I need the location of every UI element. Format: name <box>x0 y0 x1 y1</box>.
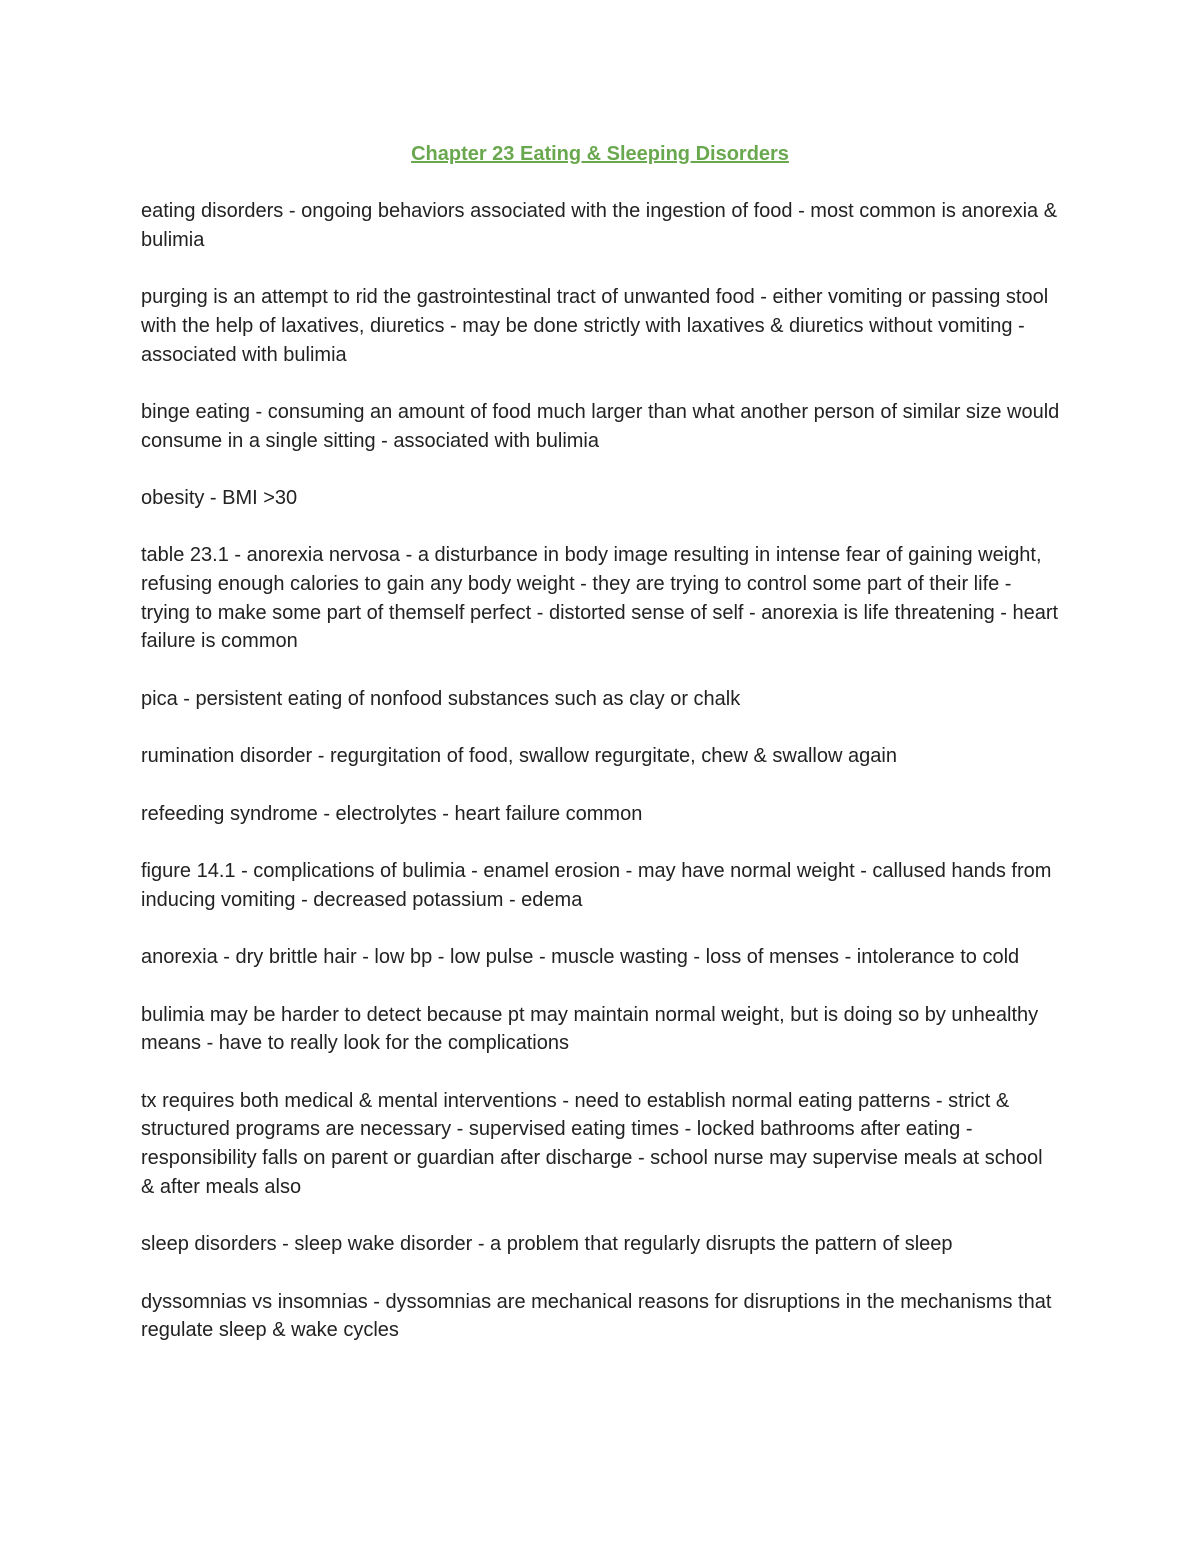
paragraph-dyssomnias: dyssomnias vs insomnias - dyssomnias are mechanical reasons for disruptions in the mechanisms that regulate sleep & wake cycles <box>141 1290 1052 1342</box>
page-title: Chapter 23 Eating & Sleeping Disorders <box>411 143 789 165</box>
paragraph-purging: purging is an attempt to rid the gastrointestinal tract of unwanted food - either vomiting or passing stool with the help of laxatives, diuretics - may be done strictly with laxatives & diuretics without vomiting - associated with bulimia <box>141 286 1049 366</box>
paragraph-rumination: rumination disorder - regurgitation of food, swallow regurgitate, chew & swallow again <box>141 745 897 768</box>
paragraph-refeeding: refeeding syndrome - electrolytes - heart failure common <box>141 802 643 825</box>
paragraph-bulimia-complications: figure 14.1 - complications of bulimia - enamel erosion - may have normal weight - callused hands from inducing vomiting - decreased potassium - edema <box>141 860 1052 911</box>
paragraph-treatment: tx requires both medical & mental interventions - need to establish normal eating patterns - strict & structured programs are necessary - supervised eating times - locked bathrooms after eating - responsibility falls on parent or guardian after discharge - school nurse may supervise meals at school & after meals also <box>141 1089 1043 1198</box>
paragraph-pica: pica - persistent eating of nonfood substances such as clay or chalk <box>141 687 741 710</box>
paragraph-eating-disorders: eating disorders - ongoing behaviors associated with the ingestion of food - most common is anorexia & bulimia <box>141 200 1058 251</box>
paragraph-obesity: obesity - BMI >30 <box>141 486 298 509</box>
paragraph-sleep-disorders: sleep disorders - sleep wake disorder - a problem that regularly disrupts the pattern of sleep <box>141 1233 953 1256</box>
paragraph-binge-eating: binge eating - consuming an amount of food much larger than what another person of similar size would consume in a single sitting - associated with bulimia <box>141 400 1060 452</box>
paragraph-anorexia-signs: anorexia - dry brittle hair - low bp - low pulse - muscle wasting - loss of menses - intolerance to cold <box>141 946 1020 969</box>
paragraph-bulimia-detection: bulimia may be harder to detect because pt may maintain normal weight, but is doing so by unhealthy means - have to really look for the complications <box>141 1003 1039 1055</box>
document-body <box>141 197 1061 1374</box>
paragraph-anorexia-nervosa: table 23.1 - anorexia nervosa - a disturbance in body image resulting in intense fear of gaining weight, refusing enough calories to gain any body weight - they are trying to control some part of their life - trying to make some part of themself perfect - distorted sense of self - anorexia is life threatening - heart failure is common <box>141 544 1059 653</box>
